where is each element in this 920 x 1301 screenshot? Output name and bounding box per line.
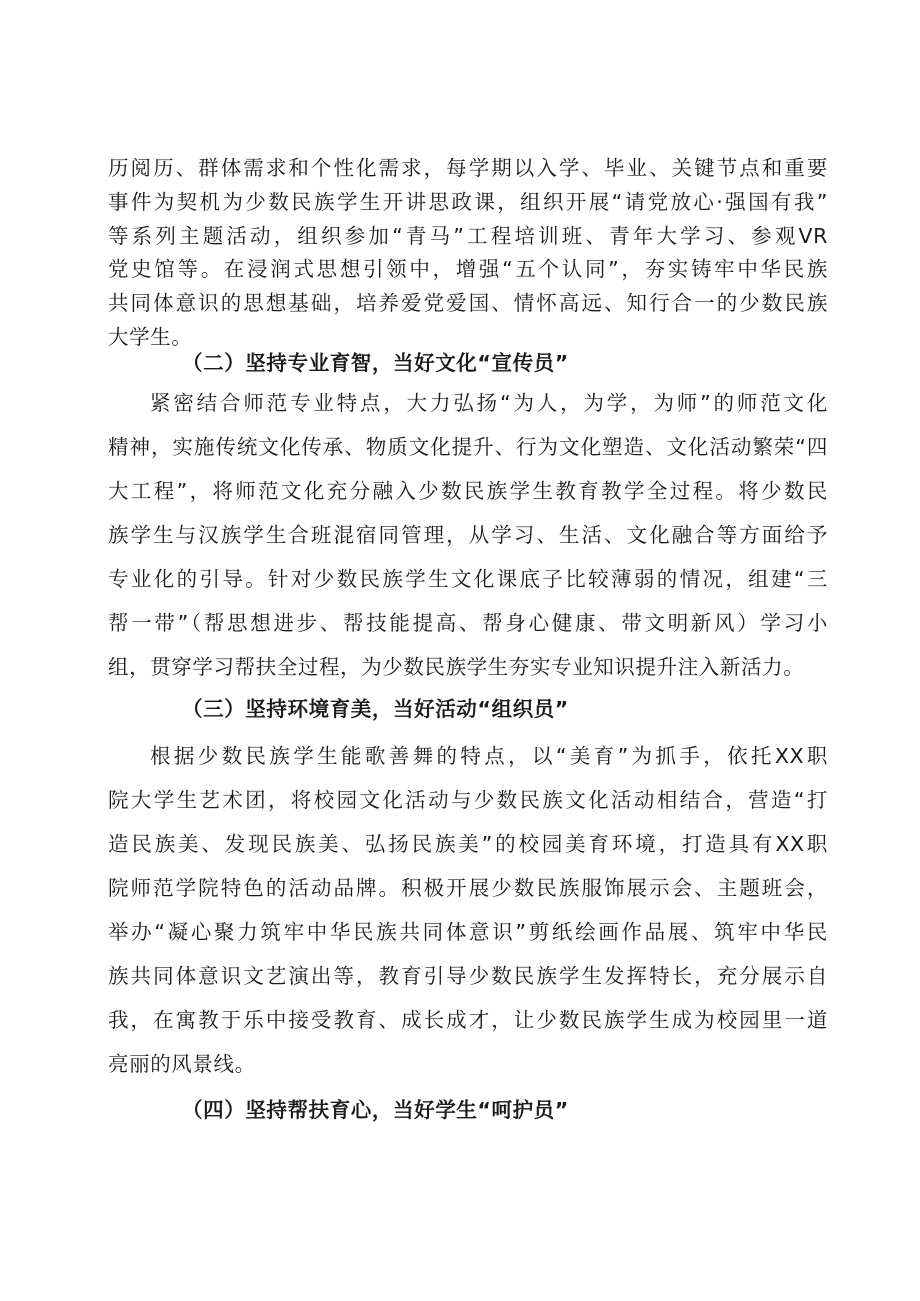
paragraph-line: 族学生与汉族学生合班混宿同管理，从学习、生活、文化融合等方面给予: [108, 523, 828, 547]
paragraph-line: 共同体意识的思想基础，培养爱党爱国、情怀高远、知行合一的少数民族: [108, 291, 828, 316]
paragraph-line: 大工程”，将师范文化充分融入少数民族学生教育教学全过程。将少数民: [108, 479, 828, 503]
paragraph-line: 等系列主题活动，组织参加“青马”工程培训班、青年大学习、参观VR: [108, 223, 828, 248]
paragraph-line: 造民族美、发现民族美、弘扬民族美”的校园美育环境，打造具有XX职: [108, 832, 828, 856]
section-heading-2: （二）坚持专业育智，当好文化“宣传员”: [182, 351, 569, 375]
paragraph-line: 亮丽的风景线。: [108, 1052, 256, 1076]
section-heading-4: （四）坚持帮扶育心，当好学生“呵护员”: [182, 1098, 569, 1122]
paragraph-line: 历阅历、群体需求和个性化需求，每学期以入学、毕业、关键节点和重要: [108, 156, 828, 180]
paragraph-line: 举办“凝心聚力筑牢中华民族共同体意识”剪纸绘画作品展、筑牢中华民: [108, 920, 828, 944]
section-heading-3: （三）坚持环境育美，当好活动“组织员”: [182, 697, 569, 721]
paragraph-line: 紧密结合师范专业特点，大力弘扬“为人，为学，为师”的师范文化: [150, 391, 828, 415]
paragraph-line: 大学生。: [108, 324, 193, 349]
paragraph-line: 精神，实施传统文化传承、物质文化提升、行为文化塑造、文化活动繁荣“四: [108, 435, 828, 459]
paragraph-line: 族共同体意识文艺演出等，教育引导少数民族学生发挥特长，充分展示自: [108, 964, 828, 988]
paragraph-line: 专业化的引导。针对少数民族学生文化课底子比较薄弱的情况，组建“三: [108, 567, 828, 591]
paragraph-line: 党史馆等。在浸润式思想引领中，增强“五个认同”，夯实铸牢中华民族: [108, 257, 828, 282]
paragraph-line: 组，贯穿学习帮扶全过程，为少数民族学生夯实专业知识提升注入新活力。: [108, 655, 805, 679]
paragraph-professional-education: [108, 381, 828, 689]
paragraph-line: 帮一带”（帮思想进步、帮技能提高、帮身心健康、带文明新风）学习小: [108, 611, 828, 635]
paragraph-ideological-guidance: [108, 152, 828, 355]
paragraph-line: 事件为契机为少数民族学生开讲思政课，组织开展“请党放心·强国有我”: [108, 189, 828, 214]
paragraph-line: 我，在寓教于乐中接受教育、成长成才，让少数民族学生成为校园里一道: [108, 1008, 828, 1032]
paragraph-line: 根据少数民族学生能歌善舞的特点，以“美育”为抓手，依托XX职: [150, 744, 828, 768]
paragraph-line: 院师范学院特色的活动品牌。积极开展少数民族服饰展示会、主题班会，: [108, 876, 828, 900]
paragraph-environment-education: [108, 734, 828, 1086]
paragraph-line: 院大学生艺术团，将校园文化活动与少数民族文化活动相结合，营造“打: [108, 788, 828, 812]
